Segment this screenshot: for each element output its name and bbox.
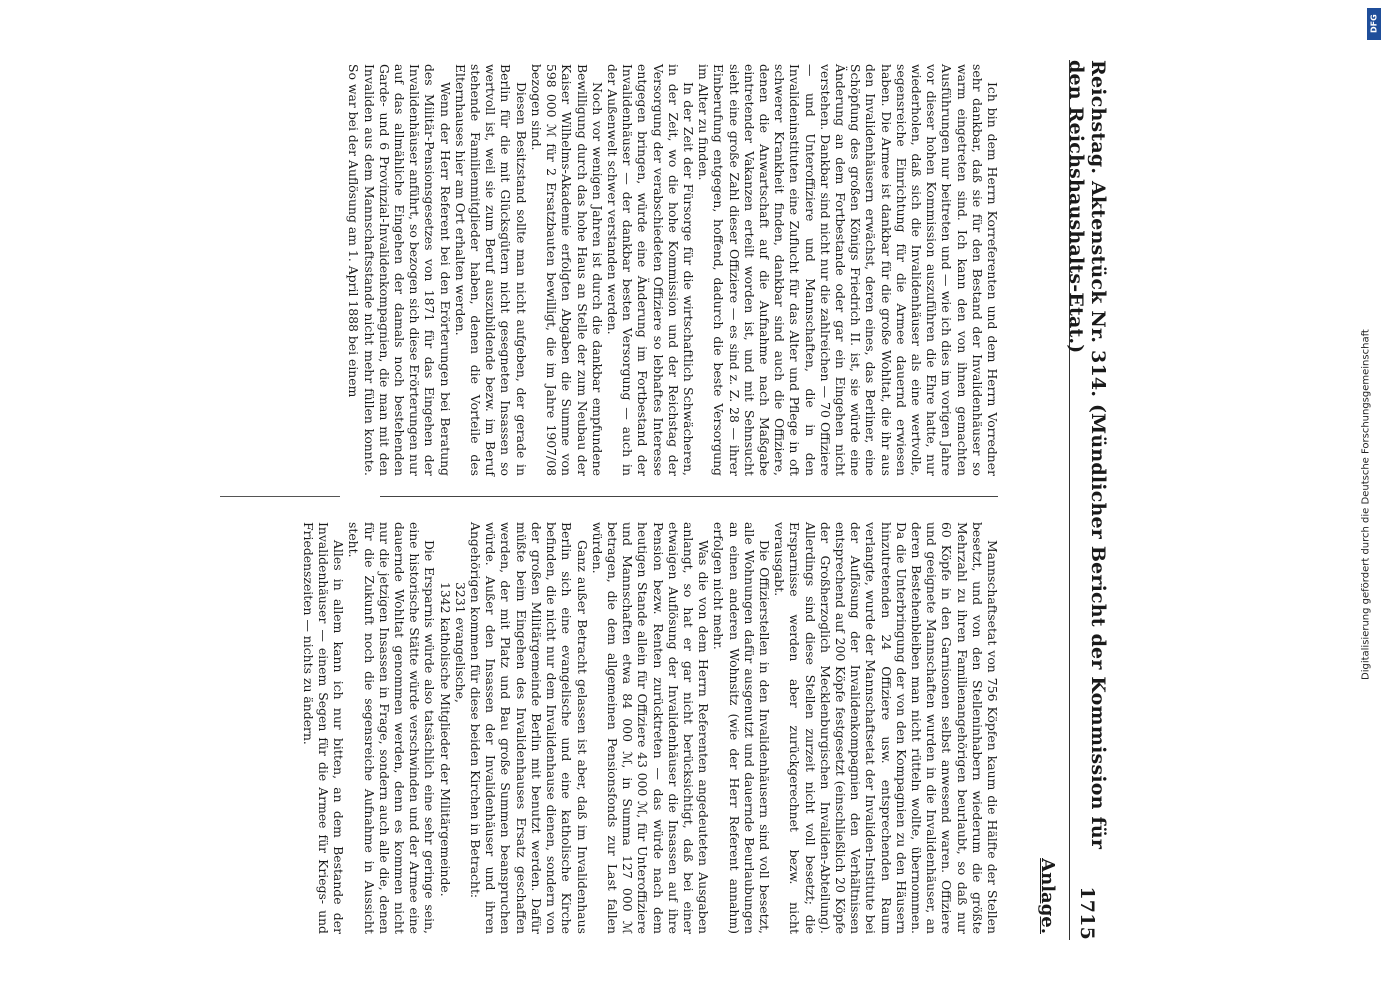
paragraph: Die Offizierstellen in den Invalidenhäusern sind voll besetzt, alle Wohnungen dafür ausgenutzt und dauernde Beurlaubungen an einen anderen Wohnsitz (wie der Herr Referent annahm) erfolgen nicht mehr.	[711, 522, 772, 934]
running-head	[1065, 60, 1109, 940]
dfg-logo: DFG	[1367, 8, 1381, 40]
paragraph: Mannschaftsetat von 756 Köpfen kaum die Hälfte der Stellen besetzt, und von den Stelleninhabern wiederum die größte Mehrzahl zu ihren Familienangehörigen beurlaubt, so daß nur 60 Köpfe in den Garnisonen selbst anwesend waren. Offiziere und geeignete Mannschaften wurden in die Invalidenhäuser, an deren Bestehenbleiben man nicht rütteln wollte, übernommen. Da die Unterbringung der von den Kompagnien zu den Häusern hinzutretenden 24 Offiziere usw. entsprechenden Raum verlangte, wurde der Mannschaftsetat der Invaliden-Institute bei der Auflösung der Invalidenkompagnien den Verhältnissen entsprechend auf 200 Köpfe festgesetzt (einschließlich 20 Köpfe der Großherzoglich Mecklenburgischen Invaliden-Abteilung). Allerdings sind diese Stellen zurzeit nicht voll besetzt; die Ersparnisse werden aber zurückgerechnet bezw. nicht verausgabt.	[772, 522, 1000, 934]
page-number: 1715	[1076, 886, 1098, 940]
paragraph: Ich bin dem Herrn Korreferenten und dem Herrn Vorredner sehr dankbar, daß sie für den Bestand der Invalidenhäuser so warm eingetreten sind. Ich kann den von ihnen gemachten Ausführungen nur beitreten und — wie ich dies im vorigen Jahre vor dieser hohen Kommission auszuführen die Ehre hatte, nur wiederholen, daß sich die Invalidenhäuser als eine wertvolle, segensreiche Einrichtung für die Armee dauernd erwiesen haben. Die Armee ist dankbar für die große Wohltat, die ihr aus den Invalidenhäusern erwächst, deren eines, das Berliner, eine Schöpfung des großen Königs Friedrich II. ist, sie würde eine Änderung an dem Fortbestande oder gar ein Eingehen nicht verstehen. Dankbar sind nicht nur die zahlreichen — 70 Offiziere — und Unteroffiziere und Mannschaften, die in den Invalideninstituten eine Zuflucht für das Alter und Pflege in oft schwerer Krankheit finden, dankbar sind auch die Offiziere, denen die Anwartschaft auf die Aufnahme nach Maßgabe eintretender Vakanzen erteilt worden ist, und mit Sehnsucht sieht eine große Zahl dieser Offiziere — es sind z. Z. 28 — ihrer Einberufung entgegen, hoffend, dadurch die beste Versorgung im Alter zu finden.	[696, 64, 1000, 476]
paragraph: In der Zeit der Fürsorge für die wirtschaftlich Schwächeren, in der Zeit, wo die hohe Kommission und der Reichstag der Versorgung der verabschiedeten Offiziere so lebhaftes Interesse entgegen bringen, würde eine Änderung im Fortbestand der Invalidenhäuser — der dankbar besten Versorgung — auch in der Außenwelt schwer verstanden werden.	[604, 64, 696, 476]
paragraph: Noch vor wenigen Jahren ist durch die dankbar empfundene Bewilligung durch das hohe Haus an Stelle der zum Neubau der Kaiser Wilhelms-Akademie erfolgten Abgaben die Summe von 598 000 ℳ für 2 Ersatzbauten bewilligt, die im Jahre 1907/08 bezogen sind.	[528, 64, 605, 476]
running-head-title: Reichstag. Aktenstück Nr. 314. (Mündlicher Bericht der Kommission für den Reichshaushalts-Etat.)	[1065, 60, 1109, 850]
paragraph: Die Ersparnis würde also tatsächlich eine sehr geringe sein, eine historische Stätte würde verschwinden und der Armee eine dauernde Wohltat genommen werden, denn es kommen nicht nur die jetzigen Insassen in Frage, sondern auch alle die, denen für die Zukunft noch die segensreiche Aufnahme in Aussicht steht.	[346, 522, 438, 934]
left-column	[346, 64, 1000, 476]
list-item: 1342 katholische Mitglieder der Militärgemeinde.	[437, 582, 453, 897]
section-label: Anlage.	[1037, 858, 1058, 934]
rotated-document-page	[50, 60, 1110, 940]
paragraph: Alles in allem kann ich nur bitten, an dem Bestande der Invalidenhäuser — einem Segen für die Armee für Kriegs- und Friedenszeiten — nichts zu ändern.	[300, 522, 347, 934]
digitization-note: Digitalisierung gefördert durch die Deutsche Forschungsgemeinschaft	[1360, 329, 1372, 680]
right-column	[300, 522, 1000, 934]
paragraph: Diesen Besitzstand sollte man nicht aufgeben, der gerade in Berlin für die mit Glücksgütern nicht gesegneten Insassen so wertvoll ist, weil sie zum Beruf auszubildende bezw. im Beruf stehende Familienmitglieder haben, denen die Vorteile des Elternhauses hier am Ort erhalten werden.	[452, 64, 529, 476]
list-item: 3231 evangelische,	[452, 582, 468, 703]
column-divider	[380, 496, 998, 497]
paragraph: Was die von dem Herrn Referenten angedeuteten Ausgaben anlangt, so hat er gar nicht berücksichtigt, daß bei einer etwaigen Auflösung der Invalidenhäuser die Insassen auf ihre Pension bezw. Renten zurücktreten — das würde nach dem heutigen Stande allein für Offiziere 43 000 ℳ, für Unteroffiziere und Mannschaften etwa 84 000 ℳ, in Summa 127 000 ℳ betragen, die dem allgemeinen Pensionsfonds zur Last fallen würden.	[589, 522, 712, 934]
paragraph: Wenn der Herr Referent bei den Erörterungen bei Beratung des Militär-Pensionsgesetzes von 1871 für das Eingehen der Invalidenhäuser anführt, so bezogen sich diese Erörterungen nur auf das allmähliche Eingehen der damals noch bestehenden Garde- und 6 Provinzial-Invalidenkompagnien, die man mit den Invaliden aus dem Mannschaftsstande nicht mehr füllen konnte. So war bei der Auflösung am 1. April 1888 bei einem	[346, 64, 453, 476]
rule-line	[220, 496, 340, 497]
paragraph: Ganz außer Betracht gelassen ist aber, daß im Invalidenhaus Berlin sich eine evangelische und eine katholische Kirche befinden, die nicht nur dem Invalidenhause dienen, sondern von der großen Militärgemeinde Berlin mit benutzt werden. Dafür müßte beim Eingehen des Invalidenhauses Ersatz geschaffen werden, der mit Platz und Bau große Summen beanspruchen würde. Außer den Insassen der Invalidenhäuser und ihren Angehörigen kommen für diese beiden Kirchen in Betracht:	[468, 522, 590, 934]
